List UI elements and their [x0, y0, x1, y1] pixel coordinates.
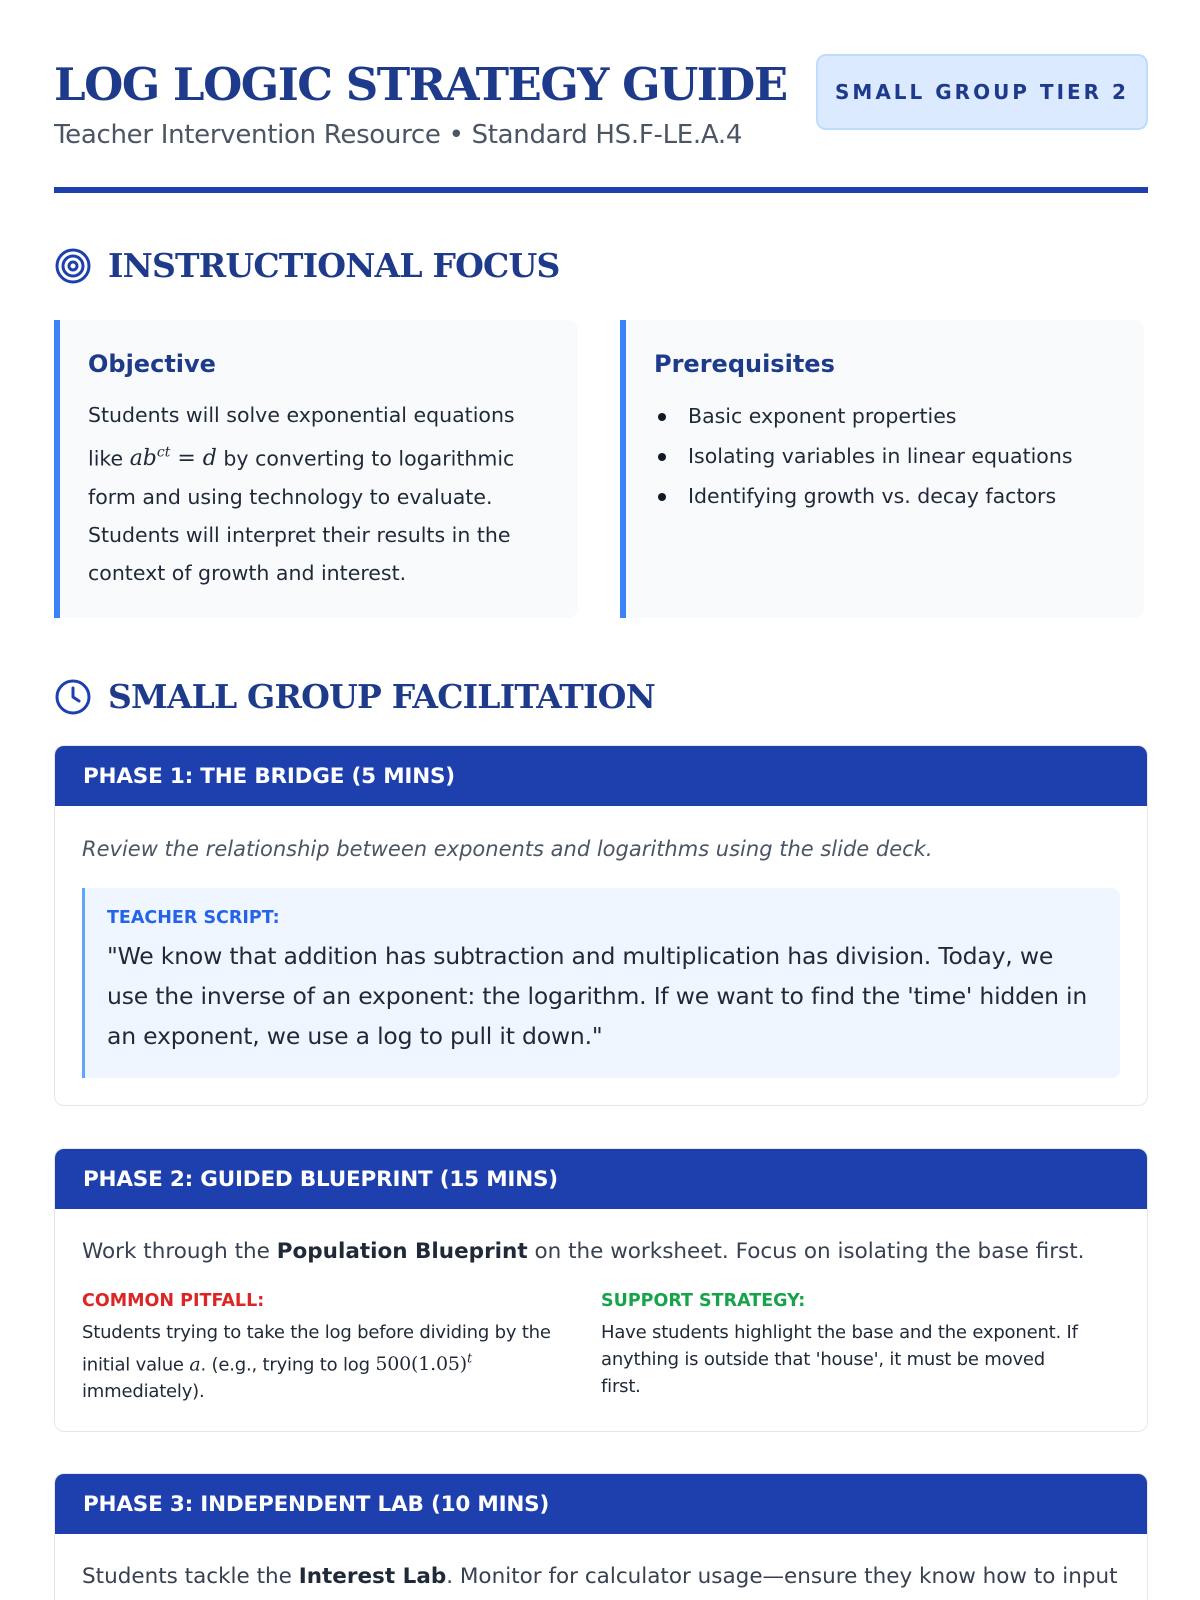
objective-card [54, 320, 578, 618]
objective-equation [130, 446, 217, 471]
phase-2-title: PHASE 2: GUIDED BLUEPRINT (15 MINS) [55, 1149, 1147, 1209]
document-subtitle: Teacher Intervention Resource • Standard HS.F-LE.A.4 [54, 120, 743, 150]
pitfall-text-part: . (e.g., trying to log [200, 1354, 370, 1376]
intro-text: Work through the [82, 1239, 277, 1264]
objective-text-part: Students will solve exponential equations like [88, 403, 515, 471]
support-label: SUPPORT STRATEGY: [601, 1291, 806, 1311]
support-strategy [601, 1291, 1120, 1405]
document-header [54, 54, 1148, 194]
expression-base: 500(1.05) [375, 1353, 467, 1376]
prerequisites-list [654, 396, 1116, 516]
instructional-focus-heading [54, 246, 560, 285]
phase-2-intro [82, 1237, 1120, 1267]
list-item: Identifying growth vs. decay factors [654, 476, 1116, 516]
pitfall-text [82, 1319, 571, 1405]
expression-exponent: t [466, 1352, 472, 1367]
prerequisites-card [620, 320, 1144, 618]
phase-1-title: PHASE 1: THE BRIDGE (5 MINS) [55, 746, 1147, 806]
intro-text: on the worksheet. Focus on isolating the base first. [527, 1239, 1085, 1264]
pitfall-text-part: Students trying to take the log before dividing by the initial value [82, 1322, 551, 1376]
phase-3-intro [82, 1562, 1120, 1592]
phase-3-title: PHASE 3: INDEPENDENT LAB (10 MINS) [55, 1474, 1147, 1534]
list-item: Basic exponent properties [654, 396, 1116, 436]
strategy-row [82, 1291, 1120, 1405]
teacher-script-label: TEACHER SCRIPT: [107, 908, 280, 928]
phase-2-card [54, 1148, 1148, 1432]
phase-1-intro: Review the relationship between exponents and logarithms using the slide deck. [82, 837, 933, 861]
support-text: Have students highlight the base and the exponent. If anything is outside that 'house', it must be moved first. [601, 1322, 1078, 1397]
phase-3-card [54, 1473, 1148, 1600]
pitfall-expression [375, 1353, 472, 1375]
teacher-script-box [82, 888, 1120, 1078]
phase-1-card [54, 745, 1148, 1106]
target-icon [54, 247, 92, 285]
tier-badge: SMALL GROUP TIER 2 [816, 54, 1148, 130]
pitfall-label: COMMON PITFALL: [82, 1291, 265, 1311]
intro-text: . Monitor for calculator usage—ensure they know how to input [446, 1564, 1118, 1589]
population-blueprint-label: Population Blueprint [276, 1239, 528, 1264]
pitfall-variable: a [189, 1353, 201, 1376]
section-title: SMALL GROUP FACILITATION [108, 677, 655, 716]
objective-title: Objective [88, 350, 216, 378]
objective-text [88, 396, 550, 592]
strategy-guide-page [54, 0, 1148, 1600]
header-divider [54, 187, 1148, 193]
document-title: LOG LOGIC STRATEGY GUIDE [54, 58, 787, 111]
common-pitfall [82, 1291, 601, 1405]
equation-exponent: ct [156, 445, 171, 461]
list-item: Isolating variables in linear equations [654, 436, 1116, 476]
interest-lab-label: Interest Lab [298, 1564, 447, 1589]
equation-rest: = d [170, 446, 217, 472]
section-title: INSTRUCTIONAL FOCUS [108, 246, 560, 285]
clock-icon [54, 678, 92, 716]
prerequisites-title: Prerequisites [654, 350, 835, 378]
equation-base: ab [129, 446, 157, 472]
intro-text: Students tackle the [82, 1564, 299, 1589]
objective-text-part: by converting to logarithmic form and using technology to evaluate. Students will interpret their results in the context of growth and interest. [88, 446, 515, 586]
teacher-script-text: "We know that addition has subtraction and multiplication has division. Today, we use the inverse of an exponent: the logarithm. If we want to find the 'time' hidden in an exponent, we use a log to pull it down." [107, 942, 1088, 1050]
pitfall-text-part: immediately). [82, 1381, 205, 1403]
facilitation-heading [54, 677, 655, 716]
